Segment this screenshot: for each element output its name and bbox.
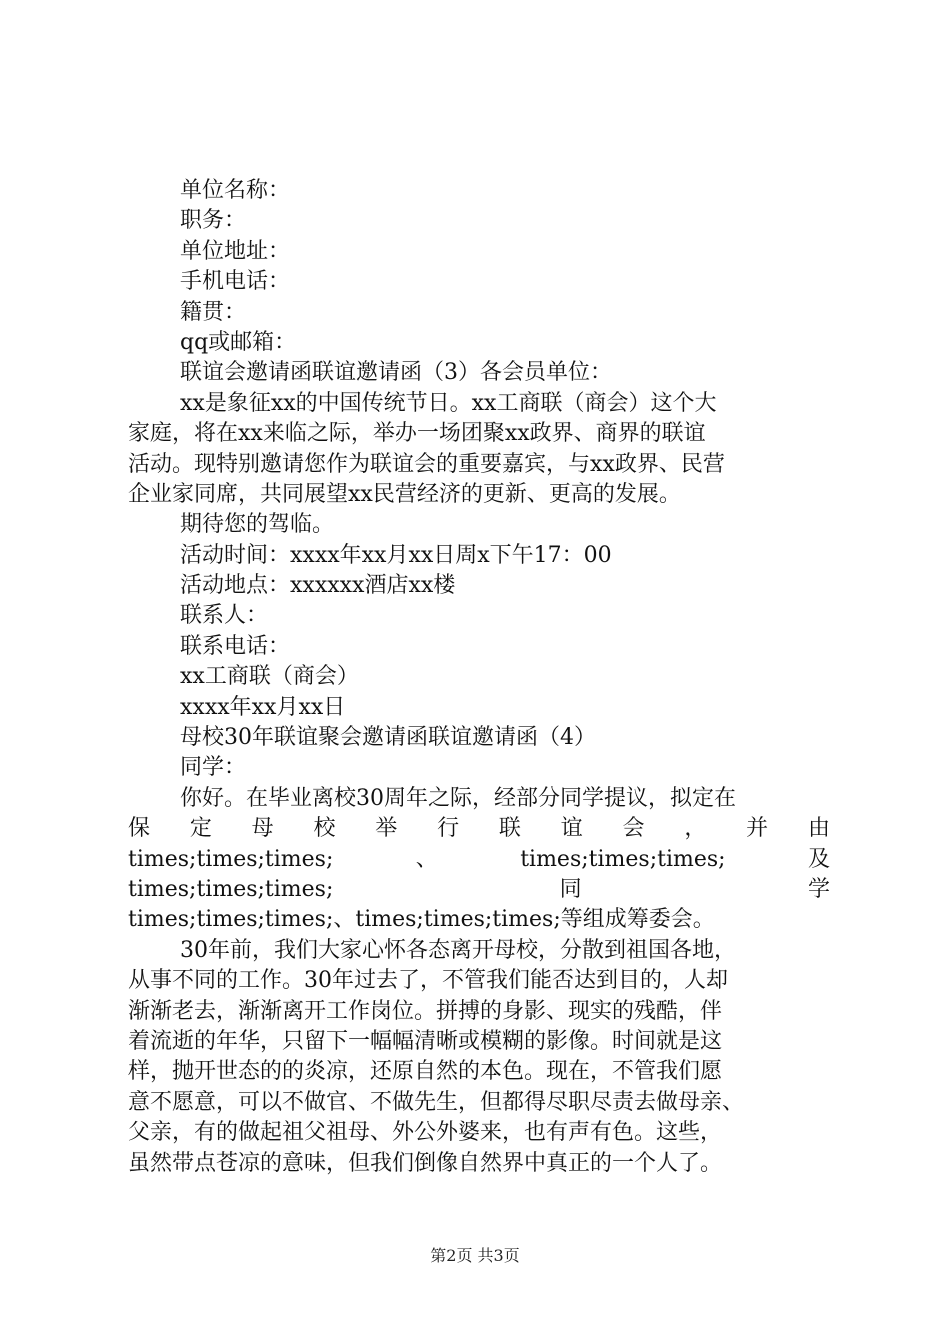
justified-char: ， bbox=[684, 816, 707, 842]
letter3-date: xxxx年xx月xx日 bbox=[180, 694, 346, 720]
letter4-p2-line: 着流逝的年华，只留下一幅幅清晰或模糊的影像。时间就是这 bbox=[128, 1028, 723, 1054]
justified-char: 行 bbox=[437, 816, 460, 842]
letter4-p2-line: 虽然带点苍凉的意味，但我们倒像自然界中真正的一个人了。 bbox=[128, 1150, 723, 1176]
letter4-p2-line: 渐渐老去，渐渐离开工作岗位。拼搏的身影、现实的残酷，伴 bbox=[128, 998, 723, 1024]
justified-char: 并 bbox=[746, 816, 769, 842]
justified-token: times;times;times; bbox=[128, 846, 334, 872]
justified-char: 校 bbox=[313, 816, 336, 842]
letter3-body-line: 企业家同席，共同展望xx民营经济的更新、更高的发展。 bbox=[128, 481, 681, 507]
letter4-p2 bbox=[128, 936, 830, 1179]
justified-token: times;times;times; bbox=[128, 876, 334, 902]
letter3-body-line: 活动。现特别邀请您作为联谊会的重要嘉宾，与xx政界、民营 bbox=[128, 451, 725, 477]
letter3-heading: 联谊会邀请函联谊邀请函（3）各会员单位： bbox=[180, 360, 612, 386]
field-position: 职务： bbox=[180, 208, 247, 234]
justified-char: 谊 bbox=[560, 816, 583, 842]
justified-char: 母 bbox=[251, 816, 274, 842]
justified-char: 举 bbox=[375, 816, 398, 842]
letter4-p1-justified-row bbox=[128, 875, 830, 905]
letter3-org: xx工商联（商会） bbox=[180, 664, 359, 690]
letter4-p2-line: 30年前，我们大家心怀各态离开母校，分散到祖国各地， bbox=[180, 937, 736, 963]
field-mobile: 手机电话： bbox=[180, 269, 291, 295]
field-qq-email: qq或邮箱： bbox=[180, 329, 297, 355]
letter4-p2-line: 父亲，有的做起祖父祖母、外公外婆来，也有声有色。这些， bbox=[128, 1120, 723, 1146]
letter4-p1-line: times;times;times;、times;times;times;等组成筹委会。 bbox=[128, 907, 715, 933]
letter3-body bbox=[128, 389, 830, 511]
justified-char: 由 bbox=[807, 816, 830, 842]
justified-char: 保 bbox=[128, 816, 151, 842]
letter4-heading: 母校30年联谊聚会邀请函联谊邀请函（4） bbox=[180, 725, 596, 751]
letter3-closing: 期待您的驾临。 bbox=[180, 512, 335, 538]
letter3-body-line: xx是象征xx的中国传统节日。xx工商联（商会）这个大 bbox=[180, 390, 717, 416]
justified-char: 定 bbox=[189, 816, 212, 842]
field-unit-address: 单位地址： bbox=[180, 238, 291, 264]
page-footer: 第2页 共3页 bbox=[430, 1246, 520, 1265]
letter3-time: 活动时间：xxxx年xx月xx日周x下午17：00 bbox=[180, 542, 612, 568]
letter4-salutation: 同学： bbox=[180, 755, 247, 781]
justified-char: 联 bbox=[498, 816, 521, 842]
letter4-p1-justified-row bbox=[128, 814, 830, 844]
justified-token: times;times;times; bbox=[520, 846, 726, 872]
letter4-p1-line: 你好。在毕业离校30周年之际，经部分同学提议，拟定在 bbox=[180, 785, 736, 811]
justified-token: 同 bbox=[559, 876, 582, 902]
document-body bbox=[128, 176, 830, 1179]
field-unit-name: 单位名称： bbox=[180, 178, 291, 203]
field-native-place: 籍贯： bbox=[180, 299, 247, 325]
letter3-place: 活动地点：xxxxxx酒店xx楼 bbox=[180, 573, 456, 599]
justified-token: 学 bbox=[807, 876, 830, 902]
justified-token: 、 bbox=[415, 846, 438, 872]
letter4-p2-line: 样，抛开世态的的炎凉，还原自然的本色。现在，不管我们愿 bbox=[128, 1059, 723, 1085]
justified-token: 及 bbox=[807, 846, 830, 872]
justified-char: 会 bbox=[622, 816, 645, 842]
letter3-body-line: 家庭，将在xx来临之际，举办一场团聚xx政界、商界的联谊 bbox=[128, 421, 706, 447]
letter3-phone: 联系电话： bbox=[180, 633, 291, 659]
letter4-p2-line: 从事不同的工作。30年过去了，不管我们能否达到目的，人却 bbox=[128, 968, 728, 994]
letter4-p1-justified-row bbox=[128, 845, 830, 875]
letter3-contact: 联系人： bbox=[180, 603, 269, 629]
letter4-p2-line: 意不愿意，可以不做官、不做先生，但都得尽职尽责去做母亲、 bbox=[128, 1089, 745, 1115]
